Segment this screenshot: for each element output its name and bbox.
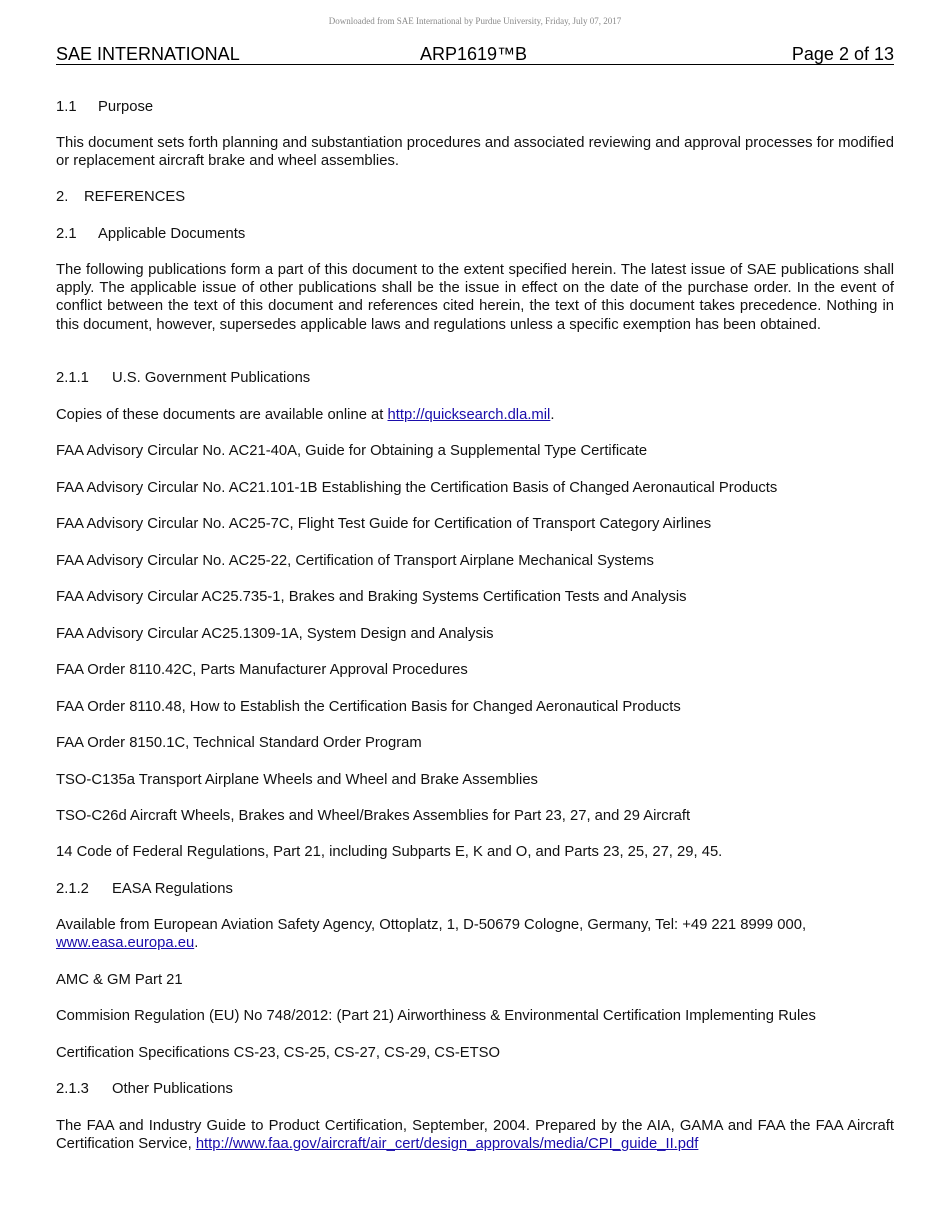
other-publications-paragraph: [56, 1117, 894, 1153]
text-after-link: .: [550, 407, 555, 423]
reference-item: TSO-C135a Transport Airplane Wheels and Wheel and Brake Assemblies: [56, 772, 538, 788]
usgov-availability-text: [56, 406, 894, 424]
heading-us-government-publications: [56, 369, 894, 387]
section-title: U.S. Government Publications: [112, 370, 311, 386]
header-org: SAE INTERNATIONAL: [56, 44, 240, 64]
section-number: 2.1.3: [56, 1081, 89, 1097]
heading-references: [56, 188, 894, 206]
section-title: REFERENCES: [84, 189, 186, 205]
reference-item: TSO-C26d Aircraft Wheels, Brakes and Wheel/Brakes Assemblies for Part 23, 27, and 29 Aircraft: [56, 808, 691, 824]
section-title: Purpose: [98, 99, 154, 115]
purpose-paragraph: This document sets forth planning and substantiation procedures and associated reviewing and approval processes for modified or replacement aircraft brake and wheel assemblies.: [56, 135, 894, 170]
reference-item: AMC & GM Part 21: [56, 972, 183, 988]
reference-item: FAA Order 8110.48, How to Establish the Certification Basis for Changed Aeronautical Products: [56, 699, 681, 715]
section-number: 1.1: [56, 99, 77, 115]
section-number: 2.1.2: [56, 881, 89, 897]
reference-item: FAA Advisory Circular AC25.1309-1A, System Design and Analysis: [56, 626, 494, 642]
header-doc-number: ARP1619™B: [420, 44, 528, 64]
quicksearch-link[interactable]: http://quicksearch.dla.mil: [387, 407, 551, 423]
section-title: Other Publications: [112, 1081, 233, 1097]
heading-purpose: [56, 98, 894, 116]
reference-item: 14 Code of Federal Regulations, Part 21, including Subparts E, K and O, and Parts 23, 25, 27, 29, 45.: [56, 844, 723, 860]
section-title: Applicable Documents: [98, 226, 246, 242]
reference-item: FAA Advisory Circular No. AC25-7C, Flight Test Guide for Certification of Transport Category Airlines: [56, 516, 712, 532]
text-before-link: The FAA and Industry Guide to Product Certification, September, 2004. Prepared by the AIA, GAMA and FAA the FAA Aircraft Certification Service,: [56, 1118, 894, 1153]
header-page-number: Page 2 of 13: [791, 44, 894, 64]
applicable-documents-paragraph: The following publications form a part of this document to the extent specified herein. The latest issue of SAE publications shall apply. The applicable issue of other publications shall be the issue in effect on the date of the purchase order. In the event of conflict between the text of this document and references cited herein, the text of this document takes precedence. Nothing in this document, however, supersedes applicable laws and regulations unless a specific exemption has been obtained.: [56, 262, 894, 333]
section-number: 2.1: [56, 226, 77, 242]
text-after-link: .: [194, 935, 199, 952]
easa-website-link[interactable]: www.easa.europa.eu: [56, 935, 195, 952]
page-header: [56, 44, 894, 65]
section-number: 2.: [56, 189, 69, 205]
text-before-link: Available from European Aviation Safety Agency, Ottoplatz, 1, D-50679 Cologne, Germany, Tel: +49 221 8999 000,: [56, 917, 807, 933]
reference-item: FAA Advisory Circular No. AC21-40A, Guide for Obtaining a Supplemental Type Certificate: [56, 443, 648, 459]
section-title: EASA Regulations: [112, 881, 233, 897]
reference-item: Certification Specifications CS-23, CS-25, CS-27, CS-29, CS-ETSO: [56, 1045, 501, 1061]
reference-item: FAA Order 8110.42C, Parts Manufacturer Approval Procedures: [56, 662, 468, 678]
heading-applicable-documents: [56, 225, 894, 243]
heading-easa-regulations: [56, 880, 894, 898]
reference-item: FAA Advisory Circular No. AC25-22, Certification of Transport Airplane Mechanical Systems: [56, 553, 654, 569]
section-number: 2.1.1: [56, 370, 89, 386]
reference-item: Commision Regulation (EU) No 748/2012: (Part 21) Airworthiness & Environmental Certification Implementing Rules: [56, 1008, 816, 1024]
text-before-link: Copies of these documents are available online at: [56, 407, 388, 423]
faa-cpi-guide-link[interactable]: http://www.faa.gov/aircraft/air_cert/design_approvals/media/CPI_guide_II.pdf: [195, 1136, 699, 1153]
download-watermark: Downloaded from SAE International by Purdue University, Friday, July 07, 2017: [328, 16, 622, 26]
reference-item: FAA Advisory Circular AC25.735-1, Brakes and Braking Systems Certification Tests and Analysis: [56, 589, 687, 605]
reference-item: FAA Advisory Circular No. AC21.101-1B Establishing the Certification Basis of Changed Aeronautical Products: [56, 480, 778, 496]
heading-other-publications: [56, 1080, 894, 1098]
reference-item: FAA Order 8150.1C, Technical Standard Order Program: [56, 735, 422, 751]
easa-availability-text: [56, 916, 894, 952]
